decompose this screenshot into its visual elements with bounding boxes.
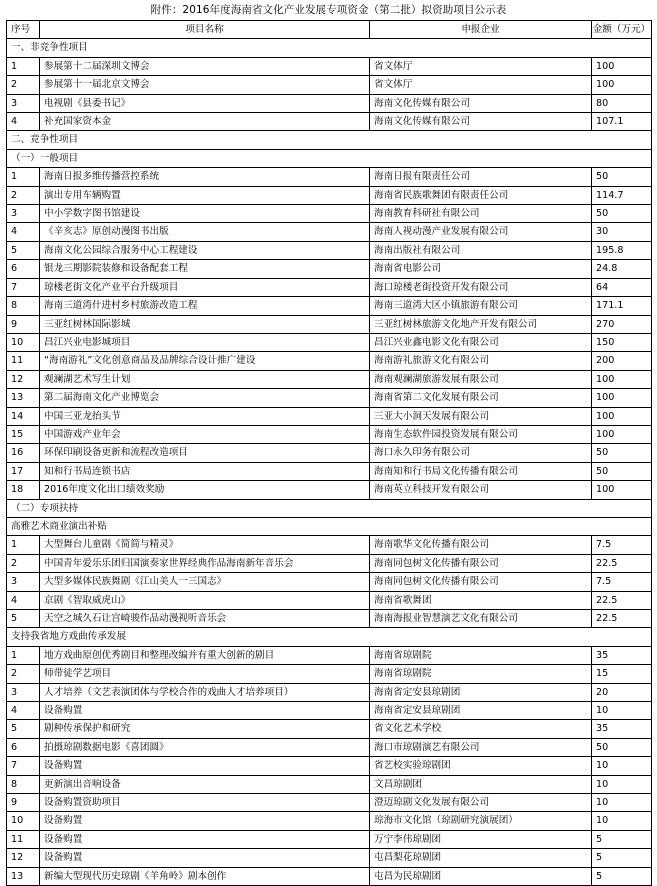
table-row (7, 76, 652, 94)
amount-value: 30 (592, 223, 652, 241)
section-label: （二）专项扶持 (7, 499, 652, 517)
project-name: 地方戏曲原创优秀剧目和整理改编并有重大创新的剧目 (40, 646, 370, 664)
amount-value: 22.5 (592, 610, 652, 628)
company-name: 省艺校实验琼剧团 (370, 757, 592, 775)
section-row (7, 131, 652, 149)
row-number: 14 (7, 407, 40, 425)
section-label: 一、非竞争性项目 (7, 39, 652, 57)
amount-value: 35 (592, 646, 652, 664)
company-name: 海南知和行书局文化传播有限公司 (370, 462, 592, 480)
company-name: 澄迈琼剧文化发展有限公司 (370, 794, 592, 812)
company-name: 海南日报有限责任公司 (370, 168, 592, 186)
amount-value: 50 (592, 168, 652, 186)
company-name: 海南省琼剧院 (370, 646, 592, 664)
company-name: 省文体厅 (370, 57, 592, 75)
project-name: 海南文化公园综合服务中心工程建设 (40, 241, 370, 259)
project-name: 第二届海南文化产业博览会 (40, 389, 370, 407)
project-name: 中小学数字图书馆建设 (40, 205, 370, 223)
amount-value: 100 (592, 389, 652, 407)
row-number: 12 (7, 370, 40, 388)
row-number: 2 (7, 76, 40, 94)
amount-value: 195.8 (592, 241, 652, 259)
project-table (6, 20, 652, 886)
table-row (7, 646, 652, 664)
row-number: 8 (7, 775, 40, 793)
company-name: 海南生态软件园投资发展有限公司 (370, 425, 592, 443)
amount-value: 100 (592, 57, 652, 75)
document-title: 附件：2016年度海南省文化产业发展专项资金（第二批）拟资助项目公示表 (150, 4, 507, 16)
company-name: 屯昌为民琼剧团 (370, 867, 592, 885)
row-number: 11 (7, 352, 40, 370)
company-name: 海南同包树文化传播有限公司 (370, 573, 592, 591)
table-row (7, 849, 652, 867)
row-number: 1 (7, 168, 40, 186)
project-name: 参展第十二届深圳文博会 (40, 57, 370, 75)
row-number: 18 (7, 481, 40, 499)
amount-value: 10 (592, 775, 652, 793)
row-number: 1 (7, 536, 40, 554)
amount-value: 5 (592, 867, 652, 885)
row-number: 17 (7, 462, 40, 480)
row-number: 8 (7, 297, 40, 315)
project-name: “海南游礼”文化创意商品及品牌综合设计推广建设 (40, 352, 370, 370)
table-row (7, 389, 652, 407)
project-name: 海南日报多维传播营控系统 (40, 168, 370, 186)
amount-value: 15 (592, 665, 652, 683)
section-row (7, 149, 652, 167)
amount-value: 24.8 (592, 260, 652, 278)
project-name: 电视剧《县委书记》 (40, 94, 370, 112)
company-name: 海南海报业智慧演艺文化有限公司 (370, 610, 592, 628)
row-number: 11 (7, 830, 40, 848)
company-name: 海南游礼旅游文化有限公司 (370, 352, 592, 370)
amount-value: 50 (592, 462, 652, 480)
row-number: 10 (7, 812, 40, 830)
project-name: 环保印刷设备更新和流程改造项目 (40, 444, 370, 462)
row-number: 1 (7, 57, 40, 75)
table-row (7, 444, 652, 462)
company-name: 海南省电影公司 (370, 260, 592, 278)
amount-value: 80 (592, 94, 652, 112)
row-number: 4 (7, 113, 40, 131)
amount-value: 270 (592, 315, 652, 333)
amount-value: 10 (592, 794, 652, 812)
table-row (7, 113, 652, 131)
row-number: 4 (7, 223, 40, 241)
table-row (7, 573, 652, 591)
table-row (7, 738, 652, 756)
project-name: 大型多媒体民族舞剧《江山美人一三国志》 (40, 573, 370, 591)
company-name: 海南省歌舞团 (370, 591, 592, 609)
project-name: 琼楼老街文化产业平台升级项目 (40, 278, 370, 296)
table-row (7, 425, 652, 443)
table-row (7, 610, 652, 628)
project-name: 演出专用车辆购置 (40, 186, 370, 204)
company-name: 文昌琼剧团 (370, 775, 592, 793)
table-row (7, 333, 652, 351)
amount-value: 107.1 (592, 113, 652, 131)
project-name: 银龙三期影院装修和设备配套工程 (40, 260, 370, 278)
row-number: 3 (7, 573, 40, 591)
table-row (7, 665, 652, 683)
table-header-row (7, 21, 652, 39)
project-name: 更新演出音响设备 (40, 775, 370, 793)
row-number: 15 (7, 425, 40, 443)
amount-value: 50 (592, 738, 652, 756)
project-name: 天空之城久石让宫崎骏作品动漫视听音乐会 (40, 610, 370, 628)
project-name: 观澜湖艺术写生计划 (40, 370, 370, 388)
row-number: 5 (7, 720, 40, 738)
amount-value: 100 (592, 76, 652, 94)
section-label: 二、竞争性项目 (7, 131, 652, 149)
row-number: 2 (7, 554, 40, 572)
project-name: 三亚红树林国际影城 (40, 315, 370, 333)
amount-value: 20 (592, 683, 652, 701)
project-name: 2016年度文化出口绩效奖励 (40, 481, 370, 499)
company-name: 海南省定安县琼剧团 (370, 702, 592, 720)
project-name: 设备购置 (40, 757, 370, 775)
company-name: 海南观澜湖旅游发展有限公司 (370, 370, 592, 388)
project-name: 京剧《智取威虎山》 (40, 591, 370, 609)
company-name: 三亚红树林旅游文化地产开发有限公司 (370, 315, 592, 333)
amount-value: 100 (592, 425, 652, 443)
header-project-name: 项目名称 (40, 21, 370, 39)
amount-value: 50 (592, 444, 652, 462)
table-row (7, 812, 652, 830)
row-number: 1 (7, 646, 40, 664)
table-row (7, 352, 652, 370)
row-number: 4 (7, 591, 40, 609)
amount-value: 10 (592, 812, 652, 830)
table-row (7, 702, 652, 720)
table-row (7, 757, 652, 775)
company-name: 海南文化传媒有限公司 (370, 94, 592, 112)
project-name: 中国游戏产业年会 (40, 425, 370, 443)
amount-value: 100 (592, 407, 652, 425)
amount-value: 114.7 (592, 186, 652, 204)
table-row (7, 168, 652, 186)
section-label: 支持我省地方戏曲传承发展 (7, 628, 652, 646)
company-name: 海南英立科技开发有限公司 (370, 481, 592, 499)
project-name: 设备购置 (40, 830, 370, 848)
amount-value: 10 (592, 702, 652, 720)
company-name: 屯昌梨花琼剧团 (370, 849, 592, 867)
amount-value: 35 (592, 720, 652, 738)
row-number: 9 (7, 315, 40, 333)
company-name: 海口琼楼老街投资开发有限公司 (370, 278, 592, 296)
row-number: 5 (7, 241, 40, 259)
project-name: 《辛亥志》原创动漫图书出版 (40, 223, 370, 241)
amount-value: 150 (592, 333, 652, 351)
company-name: 昌江兴业鑫电影文化有限公司 (370, 333, 592, 351)
company-name: 海南省琼剧院 (370, 665, 592, 683)
section-label: （一）一般项目 (7, 149, 652, 167)
amount-value: 64 (592, 278, 652, 296)
company-name: 琼海市文化馆（琼剧研究演展团） (370, 812, 592, 830)
company-name: 万宁李伟琼剧团 (370, 830, 592, 848)
company-name: 海南人视动漫产业发展有限公司 (370, 223, 592, 241)
company-name: 三亚大小洞天发展有限公司 (370, 407, 592, 425)
section-row (7, 499, 652, 517)
row-number: 3 (7, 683, 40, 701)
amount-value: 22.5 (592, 554, 652, 572)
amount-value: 200 (592, 352, 652, 370)
section-row (7, 517, 652, 535)
header-company: 申报企业 (370, 21, 592, 39)
table-row (7, 794, 652, 812)
section-row (7, 628, 652, 646)
company-name: 海南出版社有限公司 (370, 241, 592, 259)
amount-value: 10 (592, 757, 652, 775)
company-name: 海口永久印务有限公司 (370, 444, 592, 462)
table-row (7, 205, 652, 223)
table-row (7, 554, 652, 572)
row-number: 13 (7, 867, 40, 885)
row-number: 13 (7, 389, 40, 407)
company-name: 海南文化传媒有限公司 (370, 113, 592, 131)
header-amount: 金额（万元） (592, 21, 652, 39)
row-number: 7 (7, 757, 40, 775)
row-number: 7 (7, 278, 40, 296)
row-number: 3 (7, 205, 40, 223)
company-name: 海南歌华文化传播有限公司 (370, 536, 592, 554)
header-no: 序号 (7, 21, 40, 39)
amount-value: 100 (592, 370, 652, 388)
row-number: 2 (7, 665, 40, 683)
project-name: 设备购置资助项目 (40, 794, 370, 812)
company-name: 海南三道湾大区小镇旅游有限公司 (370, 297, 592, 315)
row-number: 4 (7, 702, 40, 720)
row-number: 3 (7, 94, 40, 112)
row-number: 6 (7, 738, 40, 756)
row-number: 2 (7, 186, 40, 204)
project-name: 知和行书局连锁书店 (40, 462, 370, 480)
amount-value: 22.5 (592, 591, 652, 609)
amount-value: 5 (592, 830, 652, 848)
project-name: 设备购置 (40, 812, 370, 830)
company-name: 海口市琼剧演艺有限公司 (370, 738, 592, 756)
row-number: 10 (7, 333, 40, 351)
table-row (7, 462, 652, 480)
project-name: 参展第十一届北京文博会 (40, 76, 370, 94)
project-name: 拍摄琼剧数据电影《喜团圆》 (40, 738, 370, 756)
company-name: 海南省第二文化发展有限公司 (370, 389, 592, 407)
project-name: 中国青年爱乐乐团归国演奏家世界经典作品海南新年音乐会 (40, 554, 370, 572)
company-name: 海南省民族歌舞团有限责任公司 (370, 186, 592, 204)
row-number: 6 (7, 260, 40, 278)
project-name: 昌江兴业电影城项目 (40, 333, 370, 351)
project-name: 师带徒学艺项目 (40, 665, 370, 683)
company-name: 省文化艺术学校 (370, 720, 592, 738)
project-name: 海南三道湾什进村乡村旅游改造工程 (40, 297, 370, 315)
table-row (7, 536, 652, 554)
project-name: 人才培养（文艺表演团体与学校合作的戏曲人才培养项目） (40, 683, 370, 701)
row-number: 12 (7, 849, 40, 867)
table-row (7, 260, 652, 278)
table-row (7, 591, 652, 609)
amount-value: 7.5 (592, 573, 652, 591)
amount-value: 7.5 (592, 536, 652, 554)
company-name: 海南同包树文化传播有限公司 (370, 554, 592, 572)
amount-value: 50 (592, 205, 652, 223)
table-row (7, 481, 652, 499)
table-row (7, 94, 652, 112)
company-name: 省文体厅 (370, 76, 592, 94)
project-name: 设备购置 (40, 849, 370, 867)
table-row (7, 683, 652, 701)
table-row (7, 278, 652, 296)
table-row (7, 315, 652, 333)
table-row (7, 720, 652, 738)
table-row (7, 241, 652, 259)
table-row (7, 297, 652, 315)
project-name: 补充国家资本金 (40, 113, 370, 131)
project-name: 中国三亚龙抬头节 (40, 407, 370, 425)
table-row (7, 867, 652, 885)
section-label: 高雅艺术商业演出补贴 (7, 517, 652, 535)
project-name: 设备购置 (40, 702, 370, 720)
table-row (7, 370, 652, 388)
table-row (7, 57, 652, 75)
section-row (7, 39, 652, 57)
company-name: 海南省定安县琼剧团 (370, 683, 592, 701)
project-name: 大型舞台儿童剧《简简与精灵》 (40, 536, 370, 554)
amount-value: 100 (592, 481, 652, 499)
row-number: 9 (7, 794, 40, 812)
amount-value: 171.1 (592, 297, 652, 315)
table-row (7, 186, 652, 204)
table-row (7, 830, 652, 848)
table-row (7, 407, 652, 425)
table-row (7, 223, 652, 241)
row-number: 5 (7, 610, 40, 628)
table-row (7, 775, 652, 793)
row-number: 16 (7, 444, 40, 462)
amount-value: 5 (592, 849, 652, 867)
project-name: 新编大型现代历史琼剧《羊角岭》剧本创作 (40, 867, 370, 885)
project-name: 剧种传承保护和研究 (40, 720, 370, 738)
company-name: 海南教育科研社有限公司 (370, 205, 592, 223)
